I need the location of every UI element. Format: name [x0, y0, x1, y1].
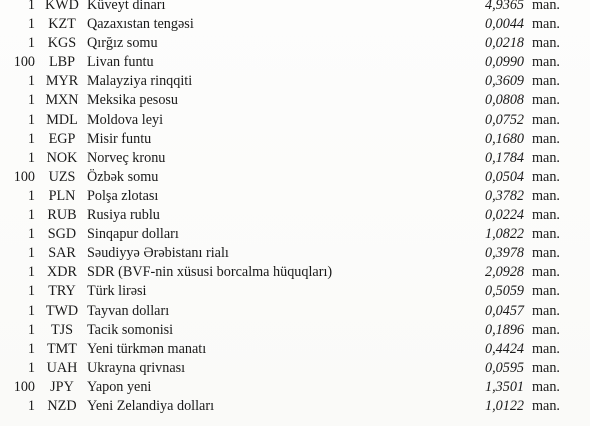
rate-row [0, 378, 590, 397]
rate-suffix: man. [532, 245, 560, 262]
currency-code: LBP [48, 54, 76, 71]
currency-code: JPY [50, 378, 74, 395]
rate-suffix: man. [532, 149, 560, 166]
rate-value: 0,1896 [484, 321, 524, 338]
rate-unit: 1 [27, 321, 35, 338]
rate-row [0, 302, 590, 321]
rate-unit: 1 [27, 397, 35, 414]
rate-row [0, 168, 590, 187]
rate-unit: 100 [13, 168, 35, 185]
currency-name: Küveyt dinarı [87, 0, 166, 13]
rate-unit: 1 [27, 35, 35, 52]
rate-suffix: man. [532, 207, 560, 224]
rate-value: 0,0808 [484, 92, 524, 109]
rate-row [0, 359, 590, 378]
rate-value: 1,0122 [484, 397, 524, 414]
rate-suffix: man. [532, 340, 560, 357]
rate-row [0, 206, 590, 225]
currency-name: Ukrayna qrivnası [87, 359, 186, 376]
rate-unit: 100 [13, 54, 35, 71]
rate-row [0, 397, 590, 416]
currency-code: SAR [48, 245, 76, 262]
rate-value: 0,0224 [484, 207, 524, 224]
rate-value: 1,0822 [484, 226, 524, 243]
rate-row [0, 111, 590, 130]
rate-value: 0,5059 [484, 283, 524, 300]
rate-suffix: man. [532, 226, 560, 243]
rate-suffix: man. [532, 302, 560, 319]
currency-code: RUB [47, 207, 77, 224]
rate-row [0, 282, 590, 301]
rate-unit: 1 [27, 245, 35, 262]
rate-unit: 1 [27, 226, 35, 243]
currency-code: TMT [47, 340, 77, 357]
rate-suffix: man. [532, 187, 560, 204]
currency-code: NZD [47, 397, 77, 414]
rate-suffix: man. [532, 0, 560, 13]
rate-row [0, 340, 590, 359]
currency-code: UZS [48, 168, 76, 185]
currency-code: EGP [48, 130, 76, 147]
rate-value: 0,0752 [484, 111, 524, 128]
rate-row [0, 244, 590, 263]
rate-value: 0,3782 [484, 187, 524, 204]
currency-name: Polşa zlotası [87, 187, 159, 204]
rate-value: 0,3609 [484, 73, 524, 90]
rate-unit: 1 [27, 111, 35, 128]
currency-code: SGD [47, 226, 77, 243]
rate-unit: 1 [27, 359, 35, 376]
rate-suffix: man. [532, 359, 560, 376]
rate-row [0, 53, 590, 72]
currency-code: MXN [45, 92, 79, 109]
rate-suffix: man. [532, 378, 560, 395]
rate-value: 0,0044 [484, 16, 524, 33]
rate-row [0, 91, 590, 110]
rate-value: 0,4424 [484, 340, 524, 357]
currency-name: Meksika pesosu [87, 92, 179, 109]
rate-suffix: man. [532, 16, 560, 33]
rate-row [0, 225, 590, 244]
rate-suffix: man. [532, 35, 560, 52]
rate-row [0, 72, 590, 91]
rate-suffix: man. [532, 283, 560, 300]
rate-unit: 100 [13, 378, 35, 395]
rate-value: 0,0990 [484, 54, 524, 71]
currency-code: TRY [48, 283, 76, 300]
currency-code: UAH [46, 359, 78, 376]
rate-unit: 1 [27, 16, 35, 33]
currency-name: Yeni Zelandiya dolları [87, 397, 215, 414]
currency-code: MYR [45, 73, 79, 90]
rate-value: 1,3501 [484, 378, 524, 395]
rate-value: 0,1784 [484, 149, 524, 166]
rate-row [0, 149, 590, 168]
currency-name: Türk lirəsi [87, 283, 147, 300]
rate-value: 0,0595 [484, 359, 524, 376]
rate-unit: 1 [27, 130, 35, 147]
currency-code: PLN [48, 187, 76, 204]
rate-value: 0,3978 [484, 245, 524, 262]
currency-name: Yeni türkmən manatı [87, 340, 207, 357]
rate-value: 4,9365 [484, 0, 524, 13]
currency-name: Yapon yeni [87, 378, 152, 395]
rate-suffix: man. [532, 264, 560, 281]
rate-unit: 1 [27, 73, 35, 90]
rate-unit: 1 [27, 340, 35, 357]
rate-suffix: man. [532, 111, 560, 128]
rate-unit: 1 [27, 0, 35, 13]
rate-suffix: man. [532, 92, 560, 109]
rate-suffix: man. [532, 168, 560, 185]
rate-unit: 1 [27, 207, 35, 224]
rate-unit: 1 [27, 283, 35, 300]
currency-code: KWD [45, 0, 79, 13]
currency-code: XDR [47, 264, 77, 281]
rate-value: 0,0504 [484, 168, 524, 185]
rate-suffix: man. [532, 73, 560, 90]
rate-value: 0,0457 [484, 302, 524, 319]
rate-unit: 1 [27, 92, 35, 109]
currency-name: Qırğız somu [87, 35, 158, 52]
currency-name: Malayziya rinqqiti [87, 73, 193, 90]
rate-suffix: man. [532, 54, 560, 71]
currency-name: Tayvan dolları [87, 302, 170, 319]
rate-suffix: man. [532, 130, 560, 147]
rate-unit: 1 [27, 302, 35, 319]
currency-name: Misir funtu [87, 130, 152, 147]
currency-name: Sinqapur dolları [87, 226, 179, 243]
rate-value: 2,0928 [484, 264, 524, 281]
rate-row [0, 321, 590, 340]
currency-name: Norveç kronu [87, 149, 166, 166]
currency-name: Moldova leyi [87, 111, 164, 128]
rate-value: 0,0218 [484, 35, 524, 52]
currency-name: Qazaxıstan tengəsi [87, 16, 194, 33]
currency-code: NOK [46, 149, 78, 166]
rate-unit: 1 [27, 264, 35, 281]
currency-code: KGS [47, 35, 77, 52]
currency-name: SDR (BVF-nin xüsusi borcalma hüquqları) [87, 264, 333, 281]
currency-name: Rusiya rublu [87, 207, 160, 224]
rate-row [0, 130, 590, 149]
currency-name: Səudiyyə Ərəbistanı rialı [87, 245, 229, 262]
currency-code: TJS [50, 321, 74, 338]
currency-code: KZT [48, 16, 76, 33]
rate-unit: 1 [27, 149, 35, 166]
currency-code: TWD [45, 302, 79, 319]
currency-code: MDL [46, 111, 78, 128]
rate-unit: 1 [27, 187, 35, 204]
rate-value: 0,1680 [484, 130, 524, 147]
currency-name: Livan funtu [87, 54, 154, 71]
currency-name: Özbək somu [87, 168, 159, 185]
rate-row [0, 15, 590, 34]
rate-suffix: man. [532, 397, 560, 414]
currency-name: Tacik somonisi [87, 321, 174, 338]
rate-row [0, 187, 590, 206]
rate-suffix: man. [532, 321, 560, 338]
rate-row [0, 34, 590, 53]
rate-row [0, 0, 590, 15]
rate-row [0, 263, 590, 282]
